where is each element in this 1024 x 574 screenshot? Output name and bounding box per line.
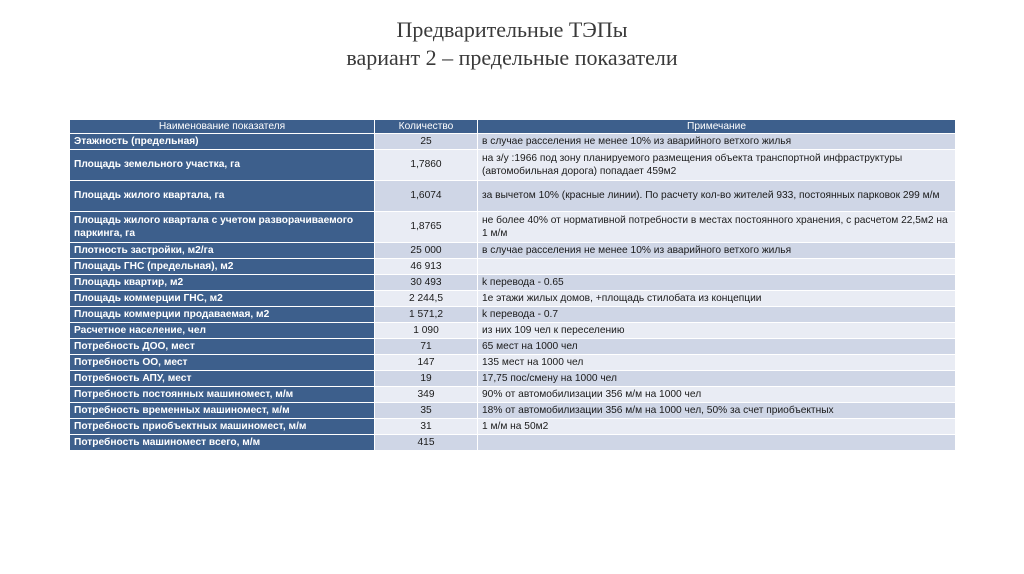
slide-title-line-2: вариант 2 – предельные показатели: [346, 45, 678, 70]
column-header-quantity: Количество: [375, 120, 478, 134]
indicator-quantity: 1,8765: [375, 212, 478, 243]
indicator-note: 1е этажи жилых домов, +площадь стилобата из концепции: [478, 291, 956, 307]
table-row: [70, 355, 956, 371]
indicator-name: Этажность (предельная): [70, 134, 375, 150]
indicator-quantity: 46 913: [375, 259, 478, 275]
indicator-name: Площадь ГНС (предельная), м2: [70, 259, 375, 275]
indicator-quantity: 30 493: [375, 275, 478, 291]
table-row: [70, 339, 956, 355]
indicator-note: не более 40% от нормативной потребности в местах постоянного хранения, с расчетом 22,5м2 на 1 м/м: [478, 212, 956, 243]
indicator-name: Площадь квартир, м2: [70, 275, 375, 291]
tep-table: [69, 119, 956, 451]
table-row: [70, 387, 956, 403]
table-row: [70, 419, 956, 435]
indicator-quantity: 1,6074: [375, 181, 478, 212]
table-row: [70, 181, 956, 212]
indicator-note: в случае расселения не менее 10% из аварийного ветхого жилья: [478, 243, 956, 259]
indicator-note: на з/у :1966 под зону планируемого размещения объекта транспортной инфраструктуры (автомобильная дорога) попадает 459м2: [478, 150, 956, 181]
indicator-name: Потребность ОО, мест: [70, 355, 375, 371]
table-row: [70, 435, 956, 451]
table-row: [70, 307, 956, 323]
indicator-note: 90% от автомобилизации 356 м/м на 1000 чел: [478, 387, 956, 403]
table-row: [70, 323, 956, 339]
indicator-quantity: 71: [375, 339, 478, 355]
column-header-name: Наименование показателя: [70, 120, 375, 134]
table-header-row: [70, 120, 956, 134]
indicator-note: 18% от автомобилизации 356 м/м на 1000 чел, 50% за счет приобъектных: [478, 403, 956, 419]
indicator-name: Площадь коммерции ГНС, м2: [70, 291, 375, 307]
indicator-note: k перевода - 0.65: [478, 275, 956, 291]
indicator-quantity: 31: [375, 419, 478, 435]
indicator-note: в случае расселения не менее 10% из аварийного ветхого жилья: [478, 134, 956, 150]
indicator-note: k перевода - 0.7: [478, 307, 956, 323]
indicator-quantity: 19: [375, 371, 478, 387]
indicator-name: Площадь земельного участка, га: [70, 150, 375, 181]
indicator-quantity: 1,7860: [375, 150, 478, 181]
indicator-quantity: 349: [375, 387, 478, 403]
indicator-name: Потребность приобъектных машиномест, м/м: [70, 419, 375, 435]
indicator-quantity: 25: [375, 134, 478, 150]
indicator-name: Потребность АПУ, мест: [70, 371, 375, 387]
indicator-name: Потребность постоянных машиномест, м/м: [70, 387, 375, 403]
slide-title: [0, 16, 1024, 72]
indicator-note: 1 м/м на 50м2: [478, 419, 956, 435]
table-row: [70, 134, 956, 150]
indicator-name: Потребность машиномест всего, м/м: [70, 435, 375, 451]
table-row: [70, 212, 956, 243]
indicator-note: из них 109 чел к переселению: [478, 323, 956, 339]
indicator-quantity: 25 000: [375, 243, 478, 259]
indicator-name: Потребность временных машиномест, м/м: [70, 403, 375, 419]
indicator-note: [478, 435, 956, 451]
table-row: [70, 403, 956, 419]
indicator-name: Площадь жилого квартала, га: [70, 181, 375, 212]
indicator-note: 135 мест на 1000 чел: [478, 355, 956, 371]
indicator-name: Потребность ДОО, мест: [70, 339, 375, 355]
table-row: [70, 275, 956, 291]
indicator-name: Площадь жилого квартала с учетом разворачиваемого паркинга, га: [70, 212, 375, 243]
indicator-quantity: 1 090: [375, 323, 478, 339]
indicator-quantity: 35: [375, 403, 478, 419]
indicator-name: Расчетное население, чел: [70, 323, 375, 339]
table-row: [70, 371, 956, 387]
slide-title-line-1: Предварительные ТЭПы: [396, 17, 628, 42]
indicator-name: Плотность застройки, м2/га: [70, 243, 375, 259]
table-row: [70, 259, 956, 275]
table-row: [70, 150, 956, 181]
indicator-note: 65 мест на 1000 чел: [478, 339, 956, 355]
column-header-note: Примечание: [478, 120, 956, 134]
table-row: [70, 291, 956, 307]
indicator-note: [478, 259, 956, 275]
indicator-quantity: 2 244,5: [375, 291, 478, 307]
indicator-quantity: 415: [375, 435, 478, 451]
indicator-quantity: 1 571,2: [375, 307, 478, 323]
indicator-name: Площадь коммерции продаваемая, м2: [70, 307, 375, 323]
indicator-note: за вычетом 10% (красные линии). По расчету кол-во жителей 933, постоянных парковок 299 м/м: [478, 181, 956, 212]
indicator-note: 17,75 пос/смену на 1000 чел: [478, 371, 956, 387]
indicator-quantity: 147: [375, 355, 478, 371]
table-row: [70, 243, 956, 259]
